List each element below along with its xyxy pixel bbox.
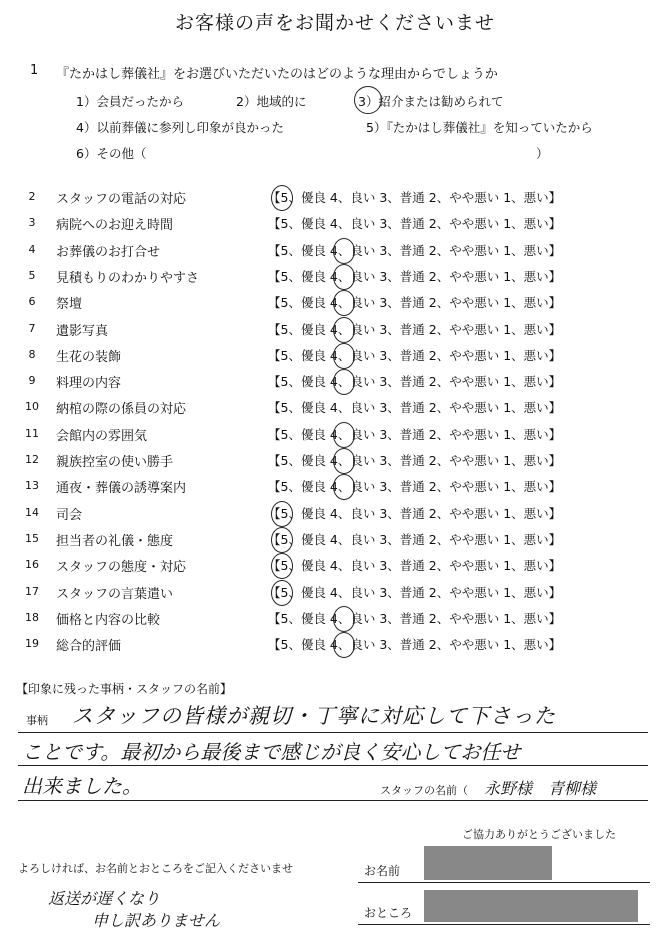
rating-row	[0, 607, 670, 633]
rating-selection-circle	[333, 264, 355, 290]
rating-selection-circle	[333, 369, 355, 395]
rating-scale: 【5、優良 4、良い 3、普通 2、やや悪い 1、悪い】	[268, 426, 562, 442]
q1-option-2: 2）地域的に	[236, 94, 307, 109]
impression-heading: 【印象に残った事柄・スタッフの名前】	[16, 682, 233, 696]
thanks-text: ご協力ありがとうございました	[462, 828, 616, 841]
rating-scale: 【5、優良 4、良い 3、普通 2、やや悪い 1、悪い】	[268, 505, 562, 521]
rating-number: 14	[25, 505, 39, 519]
rating-label: 料理の内容	[56, 376, 122, 392]
rating-scale: 【5、優良 4、良い 3、普通 2、やや悪い 1、悪い】	[268, 610, 562, 626]
rating-row	[0, 344, 670, 370]
rating-label: 担当者の礼儀・態度	[56, 533, 174, 549]
rating-selection-circle	[333, 632, 355, 658]
rating-scale: 【5、優良 4、良い 3、普通 2、やや悪い 1、悪い】	[268, 479, 562, 495]
rating-number: 2	[28, 190, 36, 203]
rating-number: 5	[28, 268, 36, 282]
rating-row	[0, 528, 670, 554]
q1-option-4: 4）以前葬儀に参列し印象が良かった	[76, 120, 284, 135]
rating-row	[0, 633, 670, 659]
rating-number: 13	[25, 479, 39, 493]
q1-option-6: 6）その他（	[76, 146, 147, 161]
rating-label: スタッフの電話の対応	[56, 192, 187, 207]
rating-label: 司会	[56, 507, 83, 523]
q1-selection-circle	[354, 86, 382, 114]
rating-label: 納棺の際の係員の対応	[56, 402, 187, 418]
rating-row	[0, 318, 670, 344]
rating-row	[0, 475, 670, 501]
q1-option-6-close: ）	[536, 146, 549, 161]
rating-number: 6	[28, 295, 36, 309]
rating-row	[0, 291, 670, 317]
impression-label: 事柄	[26, 714, 48, 727]
rating-row	[0, 396, 670, 422]
impression-line-1: スタッフの皆様が親切・丁寧に対応して下さった	[72, 704, 556, 728]
rating-selection-circle	[333, 606, 355, 632]
rating-scale: 【5、優良 4、良い 3、普通 2、やや悪い 1、悪い】	[268, 347, 562, 363]
rating-row	[0, 212, 670, 238]
rating-selection-circle	[333, 474, 355, 500]
rating-label: 親族控室の使い勝手	[56, 455, 174, 470]
address-label: おところ	[364, 906, 413, 920]
rating-label: スタッフの言葉遣い	[56, 586, 174, 602]
rating-row	[0, 502, 670, 528]
rating-label: 通夜・葬儀の誘導案内	[56, 481, 187, 497]
request-text: よろしければ、お名前とおところをご記入くださいませ	[18, 862, 293, 875]
handwritten-note-line-1: 返送が遅くなり	[48, 889, 161, 908]
rating-number: 8	[28, 347, 36, 361]
rating-label: お葬儀のお打合せ	[56, 244, 161, 260]
rating-scale: 【5、優良 4、良い 3、普通 2、やや悪い 1、悪い】	[268, 242, 562, 258]
rating-scale: 【5、優良 4、良い 3、普通 2、やや悪い 1、悪い】	[268, 321, 562, 337]
rating-scale: 【5、優良 4、良い 3、普通 2、やや悪い 1、悪い】	[268, 268, 562, 284]
name-label: お名前	[364, 864, 401, 878]
rating-label: 価格と内容の比較	[56, 612, 161, 628]
rating-label: 遺影写真	[56, 323, 109, 339]
rating-number: 4	[28, 242, 36, 256]
address-rule	[358, 924, 650, 925]
impression-rule-2	[18, 765, 648, 766]
rating-selection-circle	[333, 290, 355, 316]
rating-selection-circle	[271, 580, 293, 606]
rating-number: 11	[25, 426, 39, 440]
q1-option-3: 3）紹介または勧められて	[358, 94, 504, 109]
rating-number: 18	[25, 610, 39, 624]
rating-row	[0, 239, 670, 265]
rating-scale: 【5、優良 4、良い 3、普通 2、やや悪い 1、悪い】	[268, 216, 562, 232]
handwritten-note-line-2: 申し訳ありません	[92, 911, 221, 930]
rating-scale: 【5、優良 4、良い 3、普通 2、やや悪い 1、悪い】	[268, 531, 562, 547]
rating-row	[0, 581, 670, 607]
impression-rule-1	[18, 732, 648, 733]
rating-label: 病院へのお迎え時間	[56, 218, 174, 234]
rating-number: 10	[25, 400, 39, 414]
rating-number: 3	[28, 216, 36, 230]
rating-selection-circle	[333, 343, 355, 369]
staff-names: 永野様 青柳様	[484, 779, 597, 798]
rating-number: 12	[25, 453, 39, 466]
rating-row	[0, 265, 670, 291]
rating-number: 19	[25, 637, 39, 651]
q1-option-5: 5）『たかはし葬儀社』を知っていたから	[366, 120, 593, 135]
rating-scale: 【5、優良 4、良い 3、普通 2、やや悪い 1、悪い】	[268, 400, 562, 416]
rating-selection-circle	[271, 553, 293, 579]
rating-number: 15	[25, 531, 39, 545]
rating-selection-circle	[333, 448, 355, 474]
q1-option-1: 1）会員だったから	[76, 94, 184, 109]
rating-scale: 【5、優良 4、良い 3、普通 2、やや悪い 1、悪い】	[268, 295, 562, 311]
staff-name-label: スタッフの名前（	[380, 784, 468, 797]
rating-label: スタッフの態度・対応	[56, 560, 187, 576]
rating-selection-circle	[333, 422, 355, 448]
rating-selection-circle	[271, 501, 293, 527]
rating-row	[0, 370, 670, 396]
rating-label: 会館内の雰囲気	[56, 428, 148, 444]
rating-selection-circle	[333, 317, 355, 343]
rating-label: 祭壇	[56, 297, 83, 313]
rating-row	[0, 423, 670, 449]
page-title: お客様の声をお聞かせくださいませ	[174, 12, 495, 34]
rating-scale: 【5、優良 4、良い 3、普通 2、やや悪い 1、悪い】	[268, 453, 562, 468]
rating-row	[0, 554, 670, 580]
impression-line-2: ことです。最初から最後まで感じが良く安心してお任せ	[22, 740, 521, 764]
rating-label: 見積もりのわかりやすさ	[56, 270, 200, 286]
rating-scale: 【5、優良 4、良い 3、普通 2、やや悪い 1、悪い】	[268, 190, 562, 205]
rating-label: 総合的評価	[56, 639, 122, 655]
rating-selection-circle	[333, 238, 355, 264]
address-redaction	[424, 890, 638, 922]
rating-label: 生花の装飾	[56, 349, 122, 365]
rating-scale: 【5、優良 4、良い 3、普通 2、やや悪い 1、悪い】	[268, 637, 562, 653]
rating-selection-circle	[271, 527, 293, 553]
rating-scale: 【5、優良 4、良い 3、普通 2、やや悪い 1、悪い】	[268, 584, 562, 600]
rating-number: 16	[25, 558, 39, 572]
rating-row	[0, 449, 670, 475]
rating-row	[0, 186, 670, 212]
rating-scale: 【5、優良 4、良い 3、普通 2、やや悪い 1、悪い】	[268, 558, 562, 574]
q1-question: 『たかはし葬儀社』をお選びいただいたのはどのような理由からでしょうか	[56, 67, 498, 82]
impression-line-3: 出来ました。	[22, 774, 142, 798]
q1-number: 1	[30, 63, 39, 78]
rating-selection-circle	[271, 185, 293, 211]
name-rule	[358, 882, 650, 883]
rating-number: 17	[25, 584, 39, 598]
rating-number: 9	[28, 374, 36, 388]
impression-rule-3	[18, 800, 648, 801]
rating-scale: 【5、優良 4、良い 3、普通 2、やや悪い 1、悪い】	[268, 374, 562, 390]
name-redaction	[424, 846, 552, 880]
rating-number: 7	[28, 321, 36, 335]
